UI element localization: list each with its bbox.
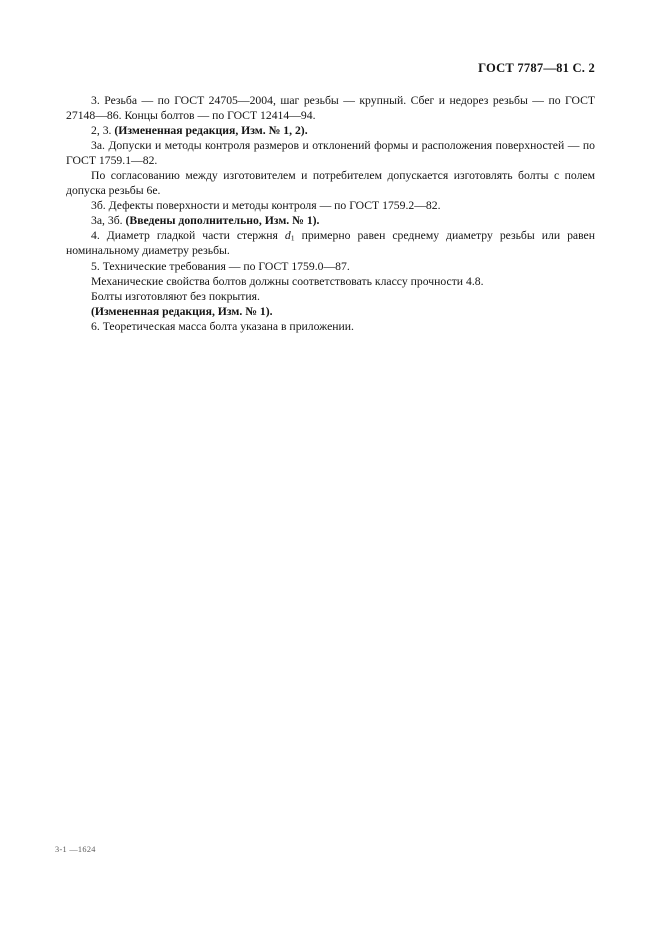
run-text: 5. Технические требования — по ГОСТ 1759.0—87. <box>91 259 350 273</box>
paragraph-clause-5-requirements <box>66 259 595 274</box>
body-text-block <box>66 93 595 334</box>
run-text: 3. Резьба — по ГОСТ 24705—2004, шаг резьбы — крупный. Сбег и недорез резьбы — по ГОСТ 27148—86. Концы болтов — по ГОСТ 12414—94. <box>66 94 595 123</box>
paragraph-clause-no-coating <box>66 289 595 304</box>
paragraph-clause-3a-tolerances <box>66 138 595 168</box>
paragraph-clause-3b-defects <box>66 198 595 213</box>
printer-imprint: 3-1 —1624 <box>55 845 96 854</box>
paragraph-clause-revision-1 <box>66 304 595 319</box>
paragraph-clause-3a-3b-added <box>66 213 595 228</box>
run-text: 4. Диаметр гладкой части стержня <box>91 229 285 243</box>
paragraph-clause-3-thread <box>66 93 595 123</box>
paragraph-clause-6-mass <box>66 319 595 334</box>
paragraph-clause-mech-properties <box>66 274 595 289</box>
paragraph-clause-agreement <box>66 168 595 198</box>
run-text: примерно равен среднему диаметру резьбы или равен номинальному диаметру резьбы. <box>66 229 595 258</box>
run-text: 3а. Допуски и методы контроля размеров и отклонений формы и расположения поверхностей — по ГОСТ 1759.1—82. <box>66 139 595 168</box>
paragraph-clause-2-3-revision <box>66 123 595 138</box>
run-text: Механические свойства болтов должны соответствовать классу прочности 4.8. <box>91 274 484 288</box>
run-text: 3а, 3б. <box>91 214 126 228</box>
run-bold: (Измененная редакция, Изм. № 1, 2). <box>114 124 308 138</box>
running-head: ГОСТ 7787—81 С. 2 <box>478 61 595 75</box>
run-text: 6. Теоретическая масса болта указана в приложении. <box>91 319 354 333</box>
run-text: 2, 3. <box>91 124 115 138</box>
run-text: По согласованию между изготовителем и потребителем допускается изготовлять болты с полем допуска резьбы 6е. <box>66 169 595 198</box>
run-text: Болты изготовляют без покрытия. <box>91 289 260 303</box>
run-bold: (Введены дополнительно, Изм. № 1). <box>125 214 320 228</box>
run-text: 3б. Дефекты поверхности и методы контроля — по ГОСТ 1759.2—82. <box>91 199 441 213</box>
run-bold: (Измененная редакция, Изм. № 1). <box>91 304 273 318</box>
run-italic-symbol: d <box>284 229 291 243</box>
paragraph-clause-4-diameter <box>66 228 595 258</box>
subscript: 1 <box>290 234 295 244</box>
